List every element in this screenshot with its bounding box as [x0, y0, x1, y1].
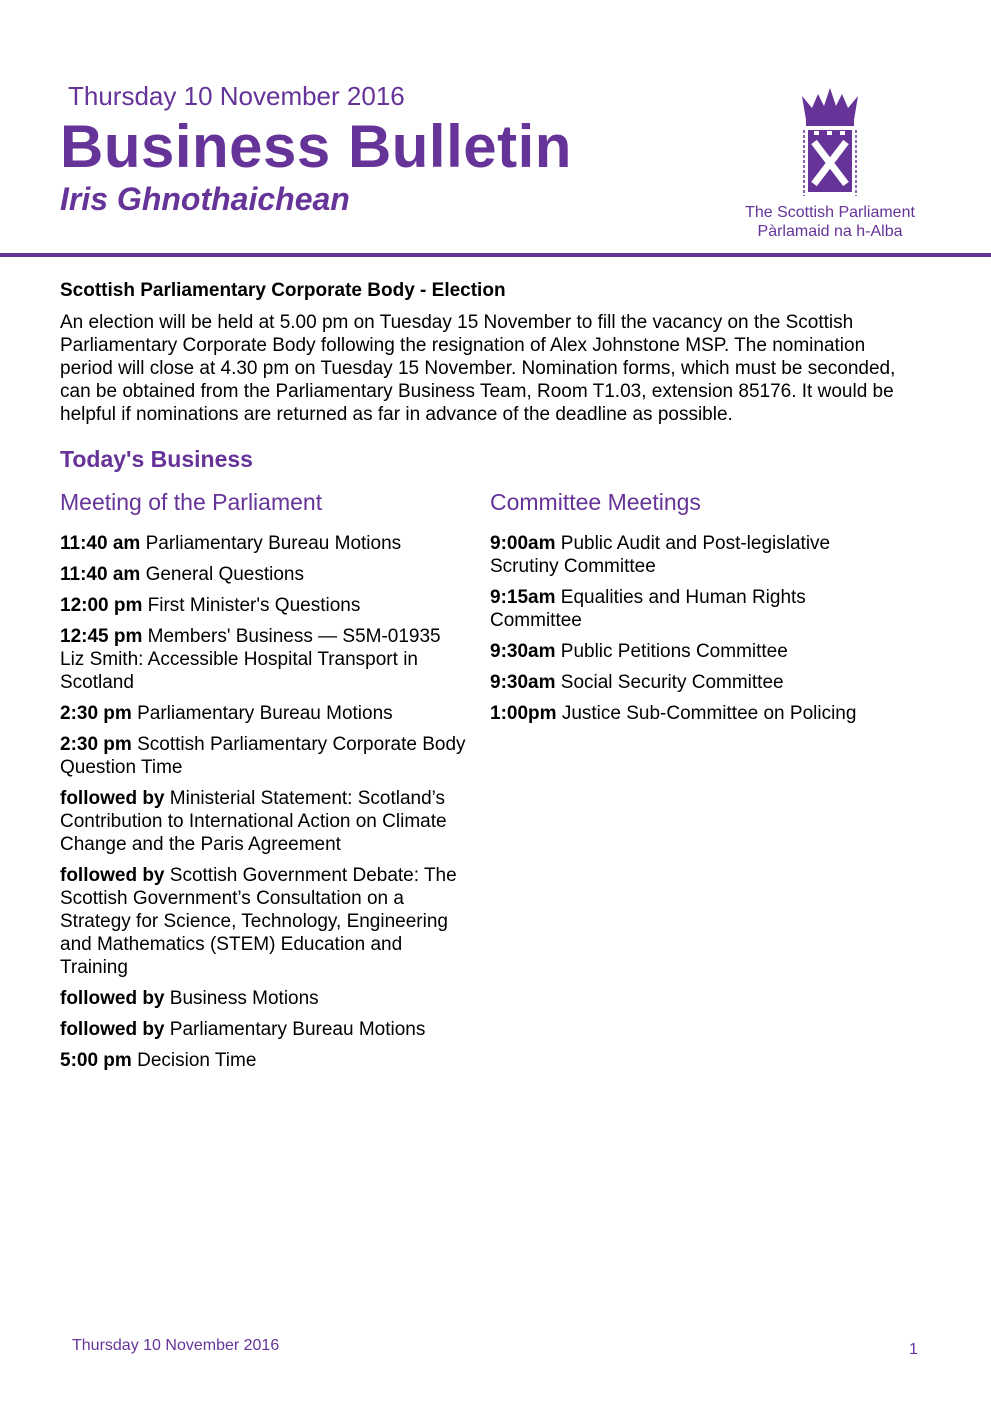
- agenda-item: [490, 671, 890, 694]
- agenda-item: [60, 864, 470, 979]
- agenda-time: 2:30 pm: [60, 734, 132, 755]
- scottish-parliament-logo: [740, 86, 920, 241]
- agenda-time: 9:30am: [490, 672, 556, 693]
- agenda-time: 12:00 pm: [60, 595, 143, 616]
- agenda-text: Justice Sub-Committee on Policing: [561, 703, 857, 724]
- crown-flag-emblem-icon: [798, 86, 862, 198]
- agenda-item: [60, 702, 470, 725]
- todays-business-heading: Today's Business: [60, 446, 253, 472]
- agenda-time: followed by: [60, 988, 165, 1009]
- agenda-time: followed by: [60, 788, 165, 809]
- agenda-text: Public Audit and Post-legislative Scrutiny Committee: [490, 533, 831, 577]
- agenda-item: [60, 563, 470, 586]
- agenda-text: Ministerial Statement: Scotland’s Contribution to International Action on Climate Change and the Paris Agreement: [60, 788, 447, 855]
- agenda-item: [490, 532, 890, 578]
- logo-text-english: The Scottish Parliament: [745, 204, 915, 221]
- agenda-time: 11:40 am: [60, 564, 141, 585]
- footer-date: Thursday 10 November 2016: [72, 1337, 280, 1354]
- notice-body: An election will be held at 5.00 pm on Tuesday 15 November to fill the vacancy on the Scottish Parliamentary Corporate Body following the resignation of Alex Johnstone MSP. The nomination period will close at 4.30 pm on Tuesday 15 November. Nomination forms, which must be seconded, can be obtained from the Parliamentary Business Team, Room T1.03, extension 85176. It would be helpful if nominations are returned as far in advance of the deadline as possible.: [60, 312, 896, 425]
- agenda-item: [60, 594, 470, 617]
- agenda-text: Scottish Government Debate: The Scottish Government’s Consultation on a Strategy for Science, Technology, Engineering and Mathematics (STEM) Education and Training: [60, 865, 457, 978]
- agenda-text: Decision Time: [137, 1050, 257, 1071]
- agenda-text: General Questions: [145, 564, 304, 585]
- agenda-text: Scottish Parliamentary Corporate Body Question Time: [60, 734, 466, 778]
- agenda-item: [490, 702, 890, 725]
- agenda-item: [490, 640, 890, 663]
- agenda-item: [490, 586, 890, 632]
- agenda-text: Members' Business — S5M-01935 Liz Smith: Accessible Hospital Transport in Scotland: [60, 626, 441, 693]
- agenda-item: [60, 987, 470, 1010]
- agenda-text: Parliamentary Bureau Motions: [137, 703, 393, 724]
- agenda-time: 12:45 pm: [60, 626, 143, 647]
- bulletin-date: Thursday 10 November 2016: [68, 81, 405, 111]
- agenda-item: [60, 625, 470, 694]
- page-number: 1: [909, 1341, 918, 1358]
- agenda-text: Parliamentary Bureau Motions: [145, 533, 402, 554]
- agenda-text: Parliamentary Bureau Motions: [169, 1019, 426, 1040]
- agenda-time: followed by: [60, 865, 165, 886]
- meeting-heading: Meeting of the Parliament: [60, 489, 323, 515]
- logo-text-gaelic: Pàrlamaid na h-Alba: [757, 223, 903, 240]
- agenda-text: Social Security Committee: [560, 672, 784, 693]
- meeting-of-parliament-section: [60, 491, 490, 1080]
- committees-heading: Committee Meetings: [490, 489, 701, 515]
- agenda-time: 1:00pm: [490, 703, 557, 724]
- agenda-time: 9:00am: [490, 533, 556, 554]
- agenda-item: [60, 1018, 470, 1041]
- agenda-item: [60, 787, 470, 856]
- agenda-item: [60, 532, 470, 555]
- agenda-time: followed by: [60, 1019, 165, 1040]
- page-subtitle: Iris Ghnothaichean: [60, 181, 350, 217]
- agenda-text: Public Petitions Committee: [560, 641, 788, 662]
- page-title: Business Bulletin: [60, 113, 572, 180]
- agenda-time: 9:15am: [490, 587, 556, 608]
- agenda-time: 9:30am: [490, 641, 556, 662]
- notice-heading: Scottish Parliamentary Corporate Body - Election: [60, 280, 506, 301]
- agenda-time: 11:40 am: [60, 533, 141, 554]
- agenda-item: [60, 733, 470, 779]
- committee-meetings-section: [490, 491, 920, 1080]
- header-divider: [0, 253, 991, 257]
- bulletin-content: [60, 279, 920, 1080]
- agenda-text: Equalities and Human Rights Committee: [490, 587, 806, 631]
- agenda-time: 2:30 pm: [60, 703, 132, 724]
- agenda-text: Business Motions: [169, 988, 319, 1009]
- agenda-text: First Minister's Questions: [147, 595, 361, 616]
- agenda-time: 5:00 pm: [60, 1050, 132, 1071]
- agenda-item: [60, 1049, 470, 1072]
